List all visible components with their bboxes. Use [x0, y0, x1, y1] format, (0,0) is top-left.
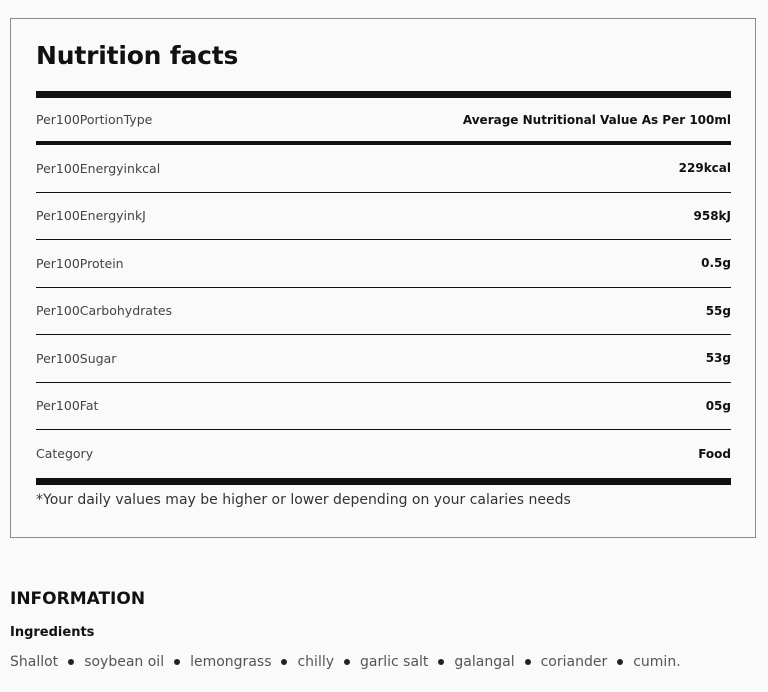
- nutrition-value: 958kJ: [693, 208, 731, 223]
- information-heading: INFORMATION: [10, 589, 146, 609]
- ingredient-item: garlic salt: [360, 654, 429, 670]
- ingredient-item: cumin.: [633, 654, 681, 670]
- nutrition-table: [36, 98, 731, 478]
- nutrition-label: Per100Energyinkcal: [36, 160, 161, 176]
- top-divider: [36, 91, 731, 98]
- nutrition-row: [36, 98, 731, 145]
- bullet-separator: [281, 659, 287, 665]
- ingredient-item: Shallot: [10, 654, 59, 670]
- nutrition-row: [36, 288, 731, 336]
- ingredient-item: lemongrass: [190, 654, 272, 670]
- nutrition-value: 05g: [705, 398, 731, 413]
- nutrition-value: 0.5g: [701, 256, 731, 271]
- nutrition-label: Per100PortionType: [36, 112, 153, 127]
- bullet-separator: [344, 659, 350, 665]
- nutrition-facts-title: Nutrition facts: [36, 41, 239, 70]
- ingredients-list: [10, 654, 681, 670]
- nutrition-label: Per100Carbohydrates: [36, 303, 173, 319]
- ingredient-item: soybean oil: [84, 654, 165, 670]
- nutrition-label: Per100Sugar: [36, 350, 117, 366]
- nutrition-row: [36, 430, 731, 478]
- nutrition-value: 53g: [705, 351, 731, 366]
- nutrition-value: 229kcal: [678, 161, 731, 176]
- nutrition-facts-panel: [10, 18, 756, 538]
- nutrition-label: Category: [36, 446, 94, 462]
- ingredient-item: chilly: [297, 654, 335, 670]
- nutrition-value: Food: [698, 446, 731, 461]
- bullet-separator: [438, 659, 444, 665]
- nutrition-row: [36, 335, 731, 383]
- nutrition-value: 55g: [705, 303, 731, 318]
- nutrition-label: Per100Fat: [36, 398, 99, 414]
- bullet-separator: [174, 659, 180, 665]
- nutrition-row: [36, 383, 731, 431]
- nutrition-row: [36, 193, 731, 241]
- nutrition-row: [36, 145, 731, 193]
- ingredient-item: galangal: [454, 654, 515, 670]
- nutrition-label: Per100Protein: [36, 255, 124, 271]
- ingredients-heading: Ingredients: [10, 625, 95, 640]
- ingredient-item: coriander: [540, 654, 608, 670]
- bullet-separator: [68, 659, 74, 665]
- nutrition-label: Per100EnergyinkJ: [36, 208, 146, 224]
- bullet-separator: [525, 659, 531, 665]
- bullet-separator: [617, 659, 623, 665]
- bottom-divider: [36, 478, 731, 485]
- daily-values-footnote: *Your daily values may be higher or lower depending on your calaries needs: [36, 492, 571, 508]
- nutrition-row: [36, 240, 731, 288]
- nutrition-value: Average Nutritional Value As Per 100ml: [462, 112, 731, 127]
